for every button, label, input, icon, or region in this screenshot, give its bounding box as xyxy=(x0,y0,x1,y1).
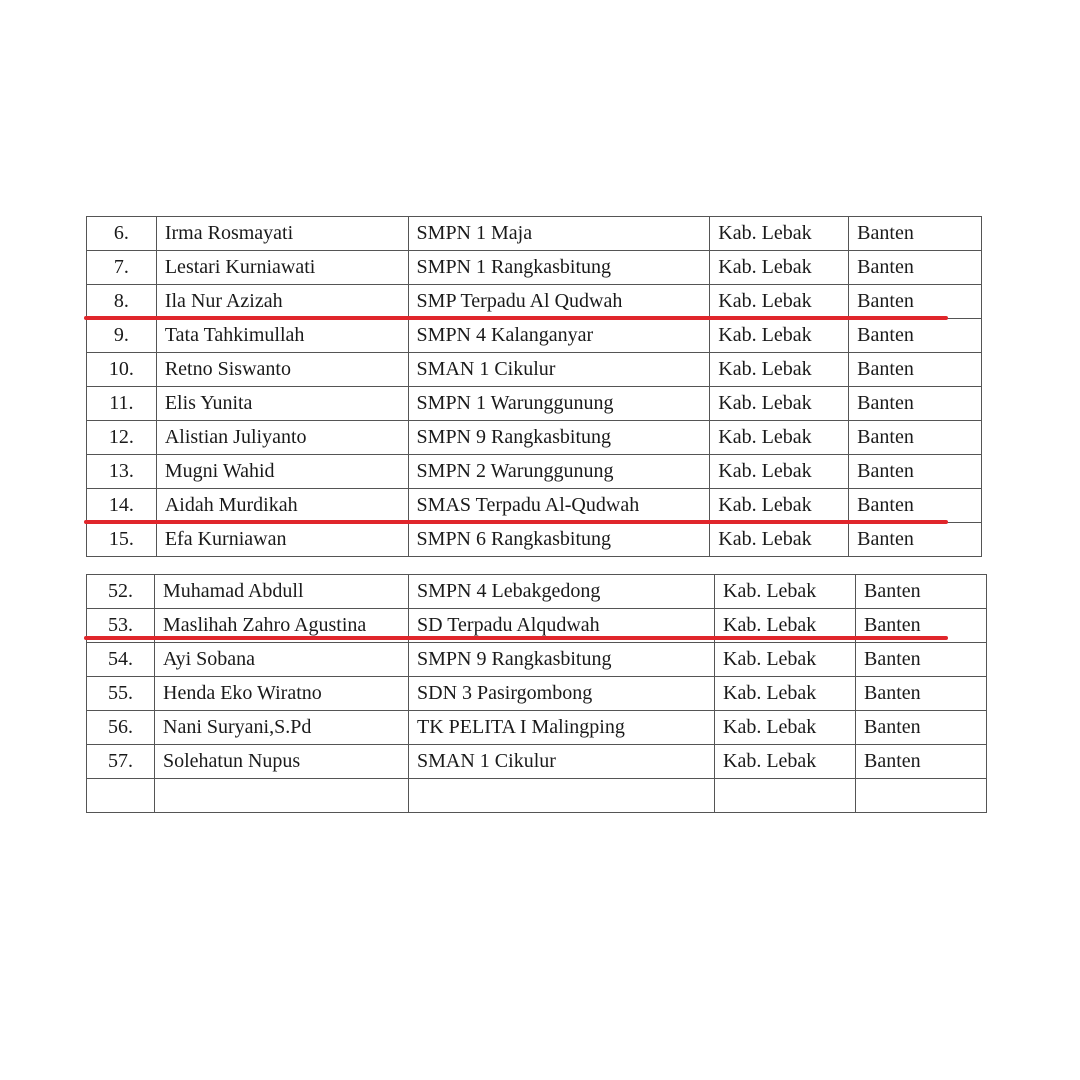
table-row xyxy=(87,711,987,745)
regency: Kab. Lebak xyxy=(715,575,856,609)
row-number: 8. xyxy=(87,285,157,319)
school-name: SMPN 1 Maja xyxy=(408,217,710,251)
school-name: SDN 3 Pasirgombong xyxy=(409,677,715,711)
school-name: SMAS Terpadu Al-Qudwah xyxy=(408,489,710,523)
province: Banten xyxy=(856,575,987,609)
participant-table-bottom xyxy=(86,574,987,813)
regency: Kab. Lebak xyxy=(710,489,849,523)
province: Banten xyxy=(849,319,982,353)
province: Banten xyxy=(849,489,982,523)
regency: Kab. Lebak xyxy=(710,421,849,455)
table-row-highlighted xyxy=(87,489,982,523)
table-row xyxy=(87,387,982,421)
province: Banten xyxy=(856,643,987,677)
row-number: 55. xyxy=(87,677,155,711)
table-row-highlighted xyxy=(87,285,982,319)
province: Banten xyxy=(849,523,982,557)
table-row xyxy=(87,643,987,677)
row-number: 52. xyxy=(87,575,155,609)
regency: Kab. Lebak xyxy=(715,609,856,643)
participant-name: Maslihah Zahro Agustina xyxy=(155,609,409,643)
participant-name: Retno Siswanto xyxy=(156,353,408,387)
table-row xyxy=(87,319,982,353)
province: Banten xyxy=(849,217,982,251)
participant-name: Muhamad Abdull xyxy=(155,575,409,609)
school-name: TK PELITA I Malingping xyxy=(409,711,715,745)
row-number: 14. xyxy=(87,489,157,523)
participant-name: Efa Kurniawan xyxy=(156,523,408,557)
participant-name: Ayi Sobana xyxy=(155,643,409,677)
table-row xyxy=(87,217,982,251)
participant-name: Solehatun Nupus xyxy=(155,745,409,779)
participant-name: Nani Suryani,S.Pd xyxy=(155,711,409,745)
row-number: 56. xyxy=(87,711,155,745)
province: Banten xyxy=(849,251,982,285)
school-name: SMPN 1 Rangkasbitung xyxy=(408,251,710,285)
table-row-empty xyxy=(87,779,987,813)
table-row xyxy=(87,575,987,609)
row-number: 15. xyxy=(87,523,157,557)
school-name: SMAN 1 Cikulur xyxy=(408,353,710,387)
school-name: SMPN 1 Warunggunung xyxy=(408,387,710,421)
regency: Kab. Lebak xyxy=(715,643,856,677)
table-row xyxy=(87,745,987,779)
school-name: SMPN 6 Rangkasbitung xyxy=(408,523,710,557)
red-highlight-underline xyxy=(84,636,948,640)
row-number: 10. xyxy=(87,353,157,387)
regency: Kab. Lebak xyxy=(710,285,849,319)
school-name: SMPN 4 Kalanganyar xyxy=(408,319,710,353)
participant-name: Mugni Wahid xyxy=(156,455,408,489)
regency: Kab. Lebak xyxy=(715,711,856,745)
regency: Kab. Lebak xyxy=(710,319,849,353)
row-number: 12. xyxy=(87,421,157,455)
regency: Kab. Lebak xyxy=(710,217,849,251)
participant-name: Tata Tahkimullah xyxy=(156,319,408,353)
province: Banten xyxy=(856,745,987,779)
province: Banten xyxy=(856,609,987,643)
table-excerpt-top xyxy=(86,222,982,560)
red-highlight-underline xyxy=(84,316,948,320)
participant-name: Lestari Kurniawati xyxy=(156,251,408,285)
row-number: 53. xyxy=(87,609,155,643)
province: Banten xyxy=(849,285,982,319)
row-number: 13. xyxy=(87,455,157,489)
regency: Kab. Lebak xyxy=(710,523,849,557)
table-row xyxy=(87,251,982,285)
regency: Kab. Lebak xyxy=(710,251,849,285)
participant-table-body xyxy=(87,575,987,813)
row-number: 7. xyxy=(87,251,157,285)
school-name: SD Terpadu Alqudwah xyxy=(409,609,715,643)
table-row xyxy=(87,523,982,557)
regency: Kab. Lebak xyxy=(710,387,849,421)
province: Banten xyxy=(849,421,982,455)
participant-table-body xyxy=(87,217,982,557)
province: Banten xyxy=(849,353,982,387)
participant-name: Elis Yunita xyxy=(156,387,408,421)
row-number: 9. xyxy=(87,319,157,353)
table-row xyxy=(87,421,982,455)
school-name: SMPN 4 Lebakgedong xyxy=(409,575,715,609)
school-name: SMP Terpadu Al Qudwah xyxy=(408,285,710,319)
regency: Kab. Lebak xyxy=(710,455,849,489)
province: Banten xyxy=(856,677,987,711)
regency: Kab. Lebak xyxy=(715,745,856,779)
table-row xyxy=(87,455,982,489)
row-number: 6. xyxy=(87,217,157,251)
province: Banten xyxy=(856,711,987,745)
table-row xyxy=(87,353,982,387)
table-row xyxy=(87,677,987,711)
school-name: SMPN 9 Rangkasbitung xyxy=(408,421,710,455)
province: Banten xyxy=(849,455,982,489)
participant-name: Henda Eko Wiratno xyxy=(155,677,409,711)
participant-name: Irma Rosmayati xyxy=(156,217,408,251)
table-excerpt-bottom xyxy=(86,580,990,786)
row-number: 54. xyxy=(87,643,155,677)
school-name: SMPN 9 Rangkasbitung xyxy=(409,643,715,677)
province: Banten xyxy=(849,387,982,421)
row-number: 57. xyxy=(87,745,155,779)
participant-name: Alistian Juliyanto xyxy=(156,421,408,455)
participant-table-top xyxy=(86,216,982,557)
regency: Kab. Lebak xyxy=(710,353,849,387)
participant-name: Ila Nur Azizah xyxy=(156,285,408,319)
regency: Kab. Lebak xyxy=(715,677,856,711)
participant-name: Aidah Murdikah xyxy=(156,489,408,523)
school-name: SMPN 2 Warunggunung xyxy=(408,455,710,489)
row-number: 11. xyxy=(87,387,157,421)
school-name: SMAN 1 Cikulur xyxy=(409,745,715,779)
red-highlight-underline xyxy=(84,520,948,524)
